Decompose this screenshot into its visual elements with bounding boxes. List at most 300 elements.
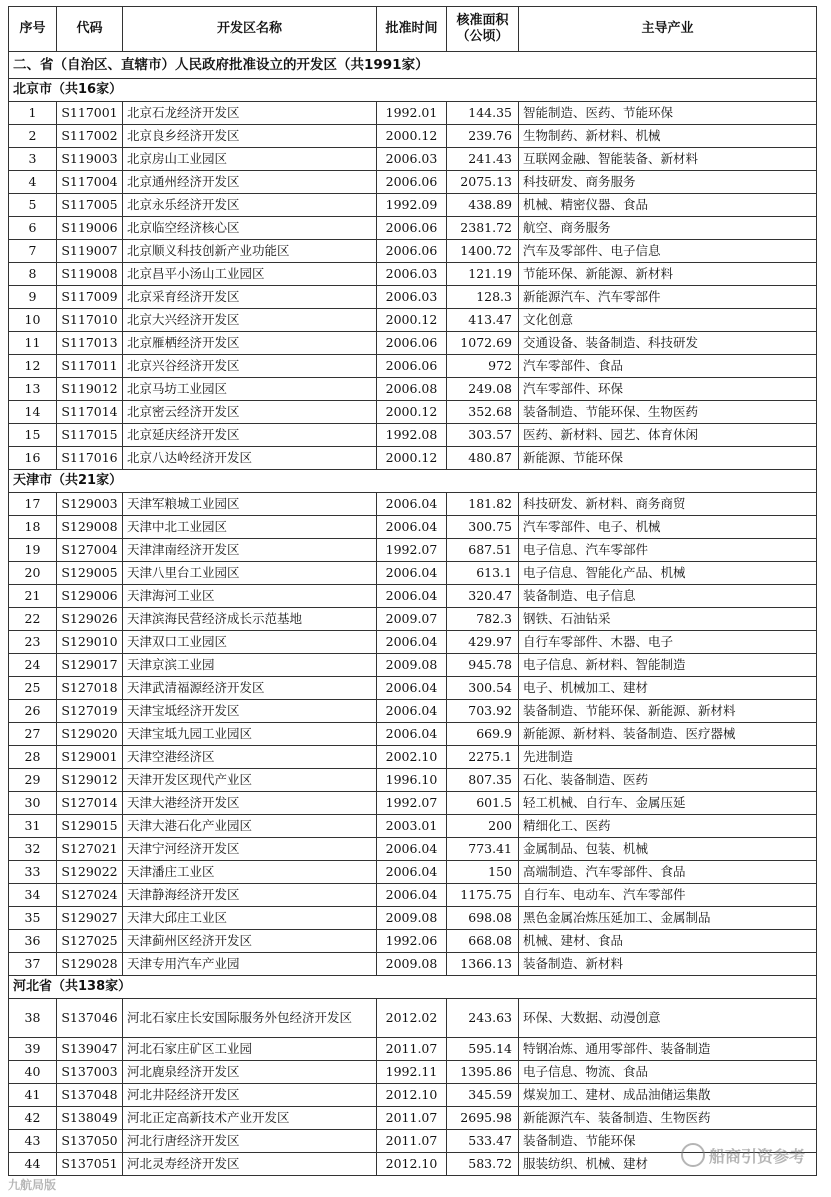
leading-industry: 电子、机械加工、建材 [519, 677, 817, 700]
zone-code: S139047 [57, 1038, 123, 1061]
zone-name: 北京大兴经济开发区 [123, 309, 377, 332]
approval-date: 2000.12 [377, 125, 447, 148]
zone-name: 北京密云经济开发区 [123, 401, 377, 424]
leading-industry: 先进制造 [519, 746, 817, 769]
approved-area: 320.47 [447, 585, 519, 608]
table-row [9, 907, 817, 930]
row-index: 21 [9, 585, 57, 608]
row-index: 34 [9, 884, 57, 907]
leading-industry: 精细化工、医药 [519, 815, 817, 838]
header-row [9, 7, 817, 52]
row-index: 22 [9, 608, 57, 631]
zone-name: 天津潘庄工业区 [123, 861, 377, 884]
approval-date: 1992.01 [377, 102, 447, 125]
leading-industry: 环保、大数据、动漫创意 [519, 999, 817, 1038]
zone-name: 北京延庆经济开发区 [123, 424, 377, 447]
header-cell: 核准面积（公顷） [447, 7, 519, 52]
approval-date: 2006.03 [377, 148, 447, 171]
zone-code: S117009 [57, 286, 123, 309]
leading-industry: 装备制造、电子信息 [519, 585, 817, 608]
approved-area: 613.1 [447, 562, 519, 585]
approved-area: 2075.13 [447, 171, 519, 194]
watermark-right [681, 1143, 805, 1167]
row-index: 1 [9, 102, 57, 125]
zone-name: 天津海河工业区 [123, 585, 377, 608]
approved-area: 413.47 [447, 309, 519, 332]
table-row [9, 562, 817, 585]
zone-code: S129028 [57, 953, 123, 976]
group-row [9, 79, 817, 102]
leading-industry: 装备制造、节能环保 [519, 1130, 817, 1153]
leading-industry: 自行车、电动车、汽车零部件 [519, 884, 817, 907]
approval-date: 1992.06 [377, 930, 447, 953]
zone-code: S129027 [57, 907, 123, 930]
table-row [9, 171, 817, 194]
approved-area: 300.75 [447, 516, 519, 539]
approved-area: 128.3 [447, 286, 519, 309]
table-row [9, 585, 817, 608]
row-index: 36 [9, 930, 57, 953]
row-index: 4 [9, 171, 57, 194]
zone-code: S129022 [57, 861, 123, 884]
table-row [9, 148, 817, 171]
row-index: 26 [9, 700, 57, 723]
zone-name: 河北井陉经济开发区 [123, 1084, 377, 1107]
group-row [9, 976, 817, 999]
zone-name: 河北鹿泉经济开发区 [123, 1061, 377, 1084]
leading-industry: 文化创意 [519, 309, 817, 332]
row-index: 9 [9, 286, 57, 309]
row-index: 18 [9, 516, 57, 539]
zone-name: 北京采育经济开发区 [123, 286, 377, 309]
leading-industry: 电子信息、汽车零部件 [519, 539, 817, 562]
zone-code: S129012 [57, 769, 123, 792]
row-index: 12 [9, 355, 57, 378]
zone-code: S117014 [57, 401, 123, 424]
watermark-left: 九航局版 [8, 1178, 57, 1192]
header-cell: 开发区名称 [123, 7, 377, 52]
approval-date: 2000.12 [377, 309, 447, 332]
table-row [9, 447, 817, 470]
approval-date: 1992.09 [377, 194, 447, 217]
approval-date: 1992.08 [377, 424, 447, 447]
zone-code: S117013 [57, 332, 123, 355]
approval-date: 2003.01 [377, 815, 447, 838]
table-row [9, 286, 817, 309]
zone-code: S117010 [57, 309, 123, 332]
zone-code: S129006 [57, 585, 123, 608]
zone-name: 北京昌平小汤山工业园区 [123, 263, 377, 286]
zone-name: 河北石家庄矿区工业园 [123, 1038, 377, 1061]
leading-industry: 轻工机械、自行车、金属压延 [519, 792, 817, 815]
zone-name: 北京兴谷经济开发区 [123, 355, 377, 378]
watermark-right-text: 船商引资参考 [708, 1146, 805, 1166]
table-row [9, 654, 817, 677]
row-index: 30 [9, 792, 57, 815]
zone-code: S129008 [57, 516, 123, 539]
zone-code: S137046 [57, 999, 123, 1038]
zone-name: 北京临空经济核心区 [123, 217, 377, 240]
approved-area: 121.19 [447, 263, 519, 286]
leading-industry: 节能环保、新能源、新材料 [519, 263, 817, 286]
leading-industry: 汽车零部件、食品 [519, 355, 817, 378]
zone-code: S137048 [57, 1084, 123, 1107]
table-row [9, 378, 817, 401]
zone-code: S127004 [57, 539, 123, 562]
row-index: 40 [9, 1061, 57, 1084]
zone-name: 天津宁河经济开发区 [123, 838, 377, 861]
zone-name: 天津武清福源经济开发区 [123, 677, 377, 700]
zone-name: 天津宝坻经济开发区 [123, 700, 377, 723]
zone-code: S119008 [57, 263, 123, 286]
approval-date: 2009.08 [377, 953, 447, 976]
approved-area: 200 [447, 815, 519, 838]
approval-date: 2006.03 [377, 263, 447, 286]
table-row [9, 769, 817, 792]
approved-area: 300.54 [447, 677, 519, 700]
zone-code: S129015 [57, 815, 123, 838]
approval-date: 2006.06 [377, 355, 447, 378]
header-cell: 代码 [57, 7, 123, 52]
approval-date: 2009.07 [377, 608, 447, 631]
zone-code: S117011 [57, 355, 123, 378]
approval-date: 2006.04 [377, 585, 447, 608]
zone-name: 天津大港经济开发区 [123, 792, 377, 815]
zone-name: 河北灵寿经济开发区 [123, 1153, 377, 1176]
approved-area: 773.41 [447, 838, 519, 861]
approved-area: 303.57 [447, 424, 519, 447]
row-index: 32 [9, 838, 57, 861]
leading-industry: 汽车及零部件、电子信息 [519, 240, 817, 263]
table-row [9, 355, 817, 378]
approved-area: 438.89 [447, 194, 519, 217]
row-index: 27 [9, 723, 57, 746]
zone-code: S127019 [57, 700, 123, 723]
approved-area: 1175.75 [447, 884, 519, 907]
leading-industry: 新能源、新材料、装备制造、医疗器械 [519, 723, 817, 746]
approved-area: 144.35 [447, 102, 519, 125]
approved-area: 703.92 [447, 700, 519, 723]
approved-area: 601.5 [447, 792, 519, 815]
zone-name: 河北正定高新技术产业开发区 [123, 1107, 377, 1130]
zone-name: 北京顺义科技创新产业功能区 [123, 240, 377, 263]
table-row [9, 1084, 817, 1107]
approval-date: 2006.04 [377, 631, 447, 654]
approval-date: 2006.04 [377, 884, 447, 907]
row-index: 20 [9, 562, 57, 585]
row-index: 13 [9, 378, 57, 401]
approval-date: 2012.02 [377, 999, 447, 1038]
section-row [9, 52, 817, 79]
approved-area: 345.59 [447, 1084, 519, 1107]
table-row [9, 539, 817, 562]
row-index: 25 [9, 677, 57, 700]
zone-name: 天津双口工业园区 [123, 631, 377, 654]
row-index: 16 [9, 447, 57, 470]
zone-name: 北京良乡经济开发区 [123, 125, 377, 148]
approved-area: 241.43 [447, 148, 519, 171]
row-index: 6 [9, 217, 57, 240]
table-row [9, 493, 817, 516]
approval-date: 2000.12 [377, 401, 447, 424]
approval-date: 2011.07 [377, 1038, 447, 1061]
row-index: 10 [9, 309, 57, 332]
approved-area: 668.08 [447, 930, 519, 953]
row-index: 14 [9, 401, 57, 424]
zone-name: 天津静海经济开发区 [123, 884, 377, 907]
zone-code: S137003 [57, 1061, 123, 1084]
table-row [9, 332, 817, 355]
table-row [9, 700, 817, 723]
approved-area: 1400.72 [447, 240, 519, 263]
approved-area: 687.51 [447, 539, 519, 562]
table-row [9, 516, 817, 539]
approved-area: 239.76 [447, 125, 519, 148]
table-row [9, 309, 817, 332]
zone-name: 天津中北工业园区 [123, 516, 377, 539]
row-index: 43 [9, 1130, 57, 1153]
table-row [9, 884, 817, 907]
approval-date: 1996.10 [377, 769, 447, 792]
row-index: 44 [9, 1153, 57, 1176]
approved-area: 972 [447, 355, 519, 378]
zone-code: S137050 [57, 1130, 123, 1153]
approved-area: 249.08 [447, 378, 519, 401]
approval-date: 2006.04 [377, 562, 447, 585]
row-index: 2 [9, 125, 57, 148]
approved-area: 595.14 [447, 1038, 519, 1061]
leading-industry: 科技研发、商务服务 [519, 171, 817, 194]
zone-name: 河北行唐经济开发区 [123, 1130, 377, 1153]
approved-area: 2275.1 [447, 746, 519, 769]
approval-date: 2006.04 [377, 677, 447, 700]
approved-area: 1366.13 [447, 953, 519, 976]
row-index: 23 [9, 631, 57, 654]
leading-industry: 煤炭加工、建材、成品油储运集散 [519, 1084, 817, 1107]
zone-code: S119007 [57, 240, 123, 263]
approval-date: 2006.06 [377, 332, 447, 355]
approved-area: 429.97 [447, 631, 519, 654]
approval-date: 1992.11 [377, 1061, 447, 1084]
zone-name: 天津军粮城工业园区 [123, 493, 377, 516]
leading-industry: 新能源汽车、汽车零部件 [519, 286, 817, 309]
approved-area: 945.78 [447, 654, 519, 677]
zone-name: 天津大港石化产业园区 [123, 815, 377, 838]
approved-area: 669.9 [447, 723, 519, 746]
document-page [8, 6, 816, 1176]
table-row [9, 194, 817, 217]
leading-industry: 服装纺织、机械、建材 [519, 1153, 817, 1176]
leading-industry: 电子信息、物流、食品 [519, 1061, 817, 1084]
zone-name: 北京马坊工业园区 [123, 378, 377, 401]
approved-area: 2381.72 [447, 217, 519, 240]
approved-area: 243.63 [447, 999, 519, 1038]
approval-date: 2006.04 [377, 861, 447, 884]
leading-industry: 电子信息、新材料、智能制造 [519, 654, 817, 677]
leading-industry: 科技研发、新材料、商务商贸 [519, 493, 817, 516]
zone-code: S138049 [57, 1107, 123, 1130]
approval-date: 2012.10 [377, 1084, 447, 1107]
approval-date: 2006.04 [377, 723, 447, 746]
zone-code: S129005 [57, 562, 123, 585]
zone-code: S127018 [57, 677, 123, 700]
row-index: 11 [9, 332, 57, 355]
zone-code: S129020 [57, 723, 123, 746]
leading-industry: 高端制造、汽车零部件、食品 [519, 861, 817, 884]
approval-date: 1992.07 [377, 539, 447, 562]
table-row [9, 1061, 817, 1084]
zone-code: S119006 [57, 217, 123, 240]
leading-industry: 医药、新材料、园艺、体育休闲 [519, 424, 817, 447]
table-row [9, 401, 817, 424]
row-index: 29 [9, 769, 57, 792]
header-cell: 主导产业 [519, 7, 817, 52]
row-index: 15 [9, 424, 57, 447]
table-row [9, 608, 817, 631]
approval-date: 2012.10 [377, 1153, 447, 1176]
row-index: 17 [9, 493, 57, 516]
leading-industry: 生物制药、新材料、机械 [519, 125, 817, 148]
approval-date: 2006.03 [377, 286, 447, 309]
row-index: 33 [9, 861, 57, 884]
zone-name: 北京通州经济开发区 [123, 171, 377, 194]
approval-date: 2011.07 [377, 1130, 447, 1153]
zone-name: 北京房山工业园区 [123, 148, 377, 171]
zone-code: S129003 [57, 493, 123, 516]
row-index: 5 [9, 194, 57, 217]
approval-date: 2006.08 [377, 378, 447, 401]
approval-date: 1992.07 [377, 792, 447, 815]
approval-date: 2006.04 [377, 516, 447, 539]
wechat-icon [681, 1143, 705, 1167]
row-index: 39 [9, 1038, 57, 1061]
zone-name: 北京石龙经济开发区 [123, 102, 377, 125]
leading-industry: 装备制造、节能环保、生物医药 [519, 401, 817, 424]
leading-industry: 新能源汽车、装备制造、生物医药 [519, 1107, 817, 1130]
zone-code: S117016 [57, 447, 123, 470]
zone-name: 天津专用汽车产业园 [123, 953, 377, 976]
approval-date: 2006.04 [377, 493, 447, 516]
zone-name: 天津滨海民营经济成长示范基地 [123, 608, 377, 631]
zone-code: S129026 [57, 608, 123, 631]
table-row [9, 217, 817, 240]
row-index: 37 [9, 953, 57, 976]
table-row [9, 424, 817, 447]
table-row [9, 999, 817, 1038]
row-index: 8 [9, 263, 57, 286]
zone-code: S117015 [57, 424, 123, 447]
header-cell: 批准时间 [377, 7, 447, 52]
leading-industry: 智能制造、医药、节能环保 [519, 102, 817, 125]
zone-code: S127021 [57, 838, 123, 861]
approved-area: 1395.86 [447, 1061, 519, 1084]
zone-code: S129010 [57, 631, 123, 654]
zone-name: 北京八达岭经济开发区 [123, 447, 377, 470]
zone-code: S127014 [57, 792, 123, 815]
zone-code: S119003 [57, 148, 123, 171]
leading-industry: 装备制造、新材料 [519, 953, 817, 976]
table-row [9, 723, 817, 746]
approved-area: 533.47 [447, 1130, 519, 1153]
approval-date: 2006.04 [377, 838, 447, 861]
leading-industry: 石化、装备制造、医药 [519, 769, 817, 792]
leading-industry: 装备制造、节能环保、新能源、新材料 [519, 700, 817, 723]
table-row [9, 677, 817, 700]
section-title: 二、省（自治区、直辖市）人民政府批准设立的开发区（共1991家） [9, 52, 817, 79]
zone-name: 天津大邱庄工业区 [123, 907, 377, 930]
development-zone-table [8, 6, 817, 1176]
table-row [9, 792, 817, 815]
approval-date: 2011.07 [377, 1107, 447, 1130]
header-cell: 序号 [9, 7, 57, 52]
approval-date: 2006.06 [377, 217, 447, 240]
group-title: 河北省（共138家） [9, 976, 817, 999]
leading-industry: 电子信息、智能化产品、机械 [519, 562, 817, 585]
zone-name: 天津开发区现代产业区 [123, 769, 377, 792]
leading-industry: 金属制品、包装、机械 [519, 838, 817, 861]
approved-area: 2695.98 [447, 1107, 519, 1130]
zone-code: S127024 [57, 884, 123, 907]
approved-area: 1072.69 [447, 332, 519, 355]
zone-code: S117004 [57, 171, 123, 194]
zone-name: 天津宝坻九园工业园区 [123, 723, 377, 746]
zone-code: S129017 [57, 654, 123, 677]
leading-industry: 汽车零部件、电子、机械 [519, 516, 817, 539]
approval-date: 2002.10 [377, 746, 447, 769]
approved-area: 583.72 [447, 1153, 519, 1176]
zone-code: S137051 [57, 1153, 123, 1176]
row-index: 35 [9, 907, 57, 930]
zone-name: 河北石家庄长安国际服务外包经济开发区 [123, 999, 377, 1038]
approved-area: 807.35 [447, 769, 519, 792]
table-row [9, 838, 817, 861]
leading-industry: 汽车零部件、环保 [519, 378, 817, 401]
zone-name: 天津津南经济开发区 [123, 539, 377, 562]
row-index: 41 [9, 1084, 57, 1107]
zone-code: S117005 [57, 194, 123, 217]
row-index: 7 [9, 240, 57, 263]
leading-industry: 互联网金融、智能装备、新材料 [519, 148, 817, 171]
leading-industry: 机械、精密仪器、食品 [519, 194, 817, 217]
approved-area: 698.08 [447, 907, 519, 930]
row-index: 24 [9, 654, 57, 677]
zone-code: S117002 [57, 125, 123, 148]
table-row [9, 125, 817, 148]
leading-industry: 特钢冶炼、通用零部件、装备制造 [519, 1038, 817, 1061]
table-row [9, 1038, 817, 1061]
leading-industry: 钢铁、石油钻采 [519, 608, 817, 631]
row-index: 42 [9, 1107, 57, 1130]
zone-code: S127025 [57, 930, 123, 953]
approval-date: 2006.06 [377, 171, 447, 194]
zone-name: 天津空港经济区 [123, 746, 377, 769]
table-row [9, 631, 817, 654]
table-row [9, 815, 817, 838]
approved-area: 150 [447, 861, 519, 884]
zone-name: 天津八里台工业园区 [123, 562, 377, 585]
zone-name: 天津京滨工业园 [123, 654, 377, 677]
row-index: 28 [9, 746, 57, 769]
leading-industry: 航空、商务服务 [519, 217, 817, 240]
leading-industry: 新能源、节能环保 [519, 447, 817, 470]
row-index: 19 [9, 539, 57, 562]
table-row [9, 930, 817, 953]
approved-area: 782.3 [447, 608, 519, 631]
zone-code: S129001 [57, 746, 123, 769]
leading-industry: 黑色金属冶炼压延加工、金属制品 [519, 907, 817, 930]
approved-area: 352.68 [447, 401, 519, 424]
approval-date: 2000.12 [377, 447, 447, 470]
